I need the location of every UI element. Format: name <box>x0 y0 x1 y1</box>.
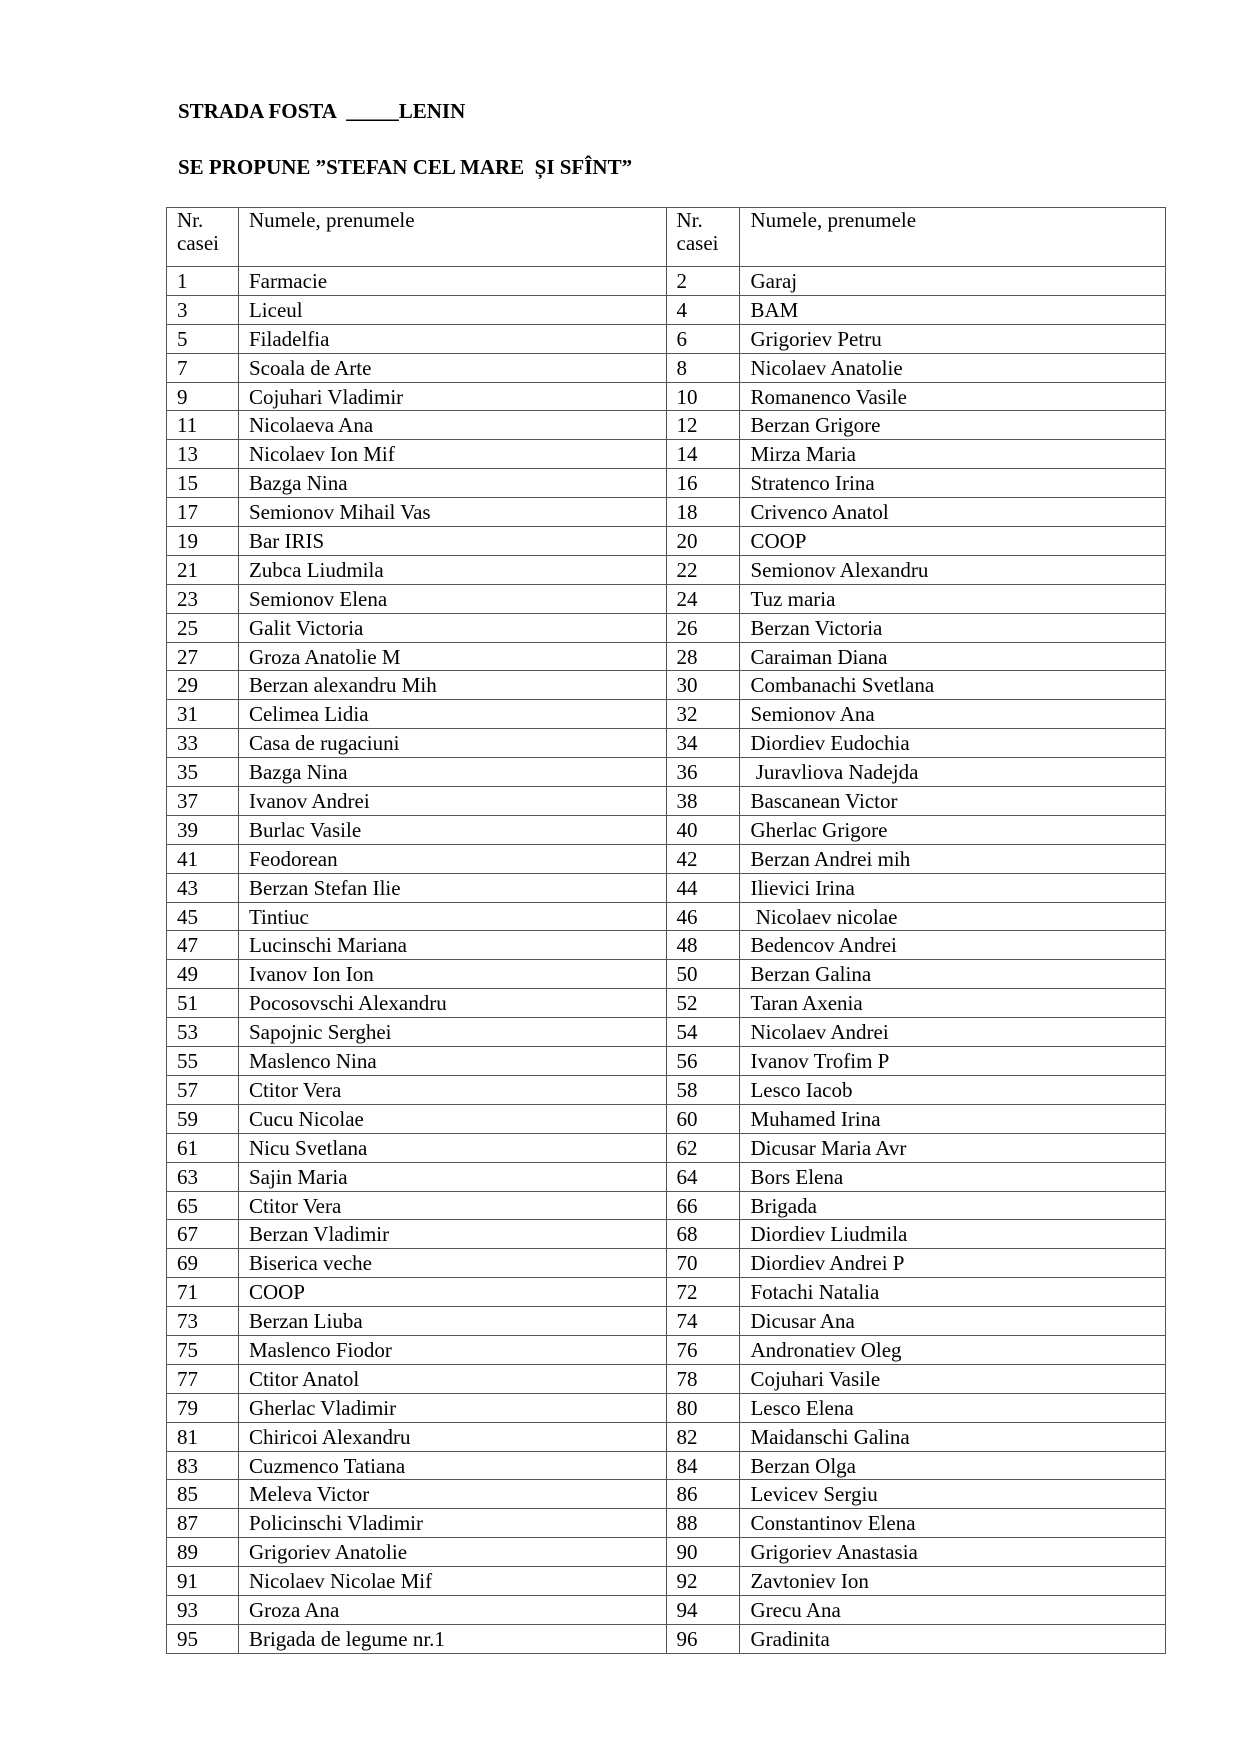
house-number-cell: 47 <box>167 931 239 960</box>
house-number-cell: 29 <box>167 671 239 700</box>
house-number-cell: 28 <box>666 642 740 671</box>
resident-name-cell: Berzan alexandru Mih <box>238 671 666 700</box>
resident-name-cell: Dicusar Ana <box>740 1307 1166 1336</box>
resident-name-cell: Brigada <box>740 1191 1166 1220</box>
resident-name-cell: Gherlac Vladimir <box>238 1393 666 1422</box>
table-row <box>167 1047 1166 1076</box>
resident-name-cell: Constantinov Elena <box>740 1509 1166 1538</box>
table-row <box>167 267 1166 296</box>
table-row <box>167 1104 1166 1133</box>
resident-name-cell: Cucu Nicolae <box>238 1104 666 1133</box>
resident-name-cell: Diordiev Andrei P <box>740 1249 1166 1278</box>
house-number-cell: 91 <box>167 1567 239 1596</box>
house-number-cell: 38 <box>666 787 740 816</box>
resident-name-cell: Bascanean Victor <box>740 787 1166 816</box>
resident-name-cell: Celimea Lidia <box>238 700 666 729</box>
street-old-name-heading: STRADA FOSTA _____LENIN <box>178 99 466 123</box>
resident-name-cell: Caraiman Diana <box>740 642 1166 671</box>
resident-name-cell: Berzan Olga <box>740 1451 1166 1480</box>
resident-name-cell: Nicolaev nicolae <box>740 902 1166 931</box>
resident-name-cell: Diordiev Liudmila <box>740 1220 1166 1249</box>
resident-name-cell: Zubca Liudmila <box>238 555 666 584</box>
resident-name-cell: Bors Elena <box>740 1162 1166 1191</box>
house-number-cell: 55 <box>167 1047 239 1076</box>
table-row <box>167 440 1166 469</box>
house-number-cell: 66 <box>666 1191 740 1220</box>
resident-name-cell: Fotachi Natalia <box>740 1278 1166 1307</box>
table-header-row <box>167 208 1166 267</box>
resident-name-cell: Liceul <box>238 295 666 324</box>
resident-name-cell: Gherlac Grigore <box>740 815 1166 844</box>
resident-name-cell: Nicu Svetlana <box>238 1133 666 1162</box>
house-number-cell: 92 <box>666 1567 740 1596</box>
house-number-cell: 31 <box>167 700 239 729</box>
resident-name-cell: Mirza Maria <box>740 440 1166 469</box>
house-number-cell: 21 <box>167 555 239 584</box>
house-number-cell: 77 <box>167 1364 239 1393</box>
house-number-cell: 9 <box>167 382 239 411</box>
house-number-cell: 88 <box>666 1509 740 1538</box>
table-row <box>167 758 1166 787</box>
resident-name-cell: Bedencov Andrei <box>740 931 1166 960</box>
house-number-cell: 16 <box>666 469 740 498</box>
resident-name-cell: Policinschi Vladimir <box>238 1509 666 1538</box>
resident-name-cell: Ilievici Irina <box>740 873 1166 902</box>
resident-name-cell: Berzan Grigore <box>740 411 1166 440</box>
house-number-cell: 67 <box>167 1220 239 1249</box>
house-number-cell: 2 <box>666 267 740 296</box>
table-row <box>167 1278 1166 1307</box>
resident-name-cell: Juravliova Nadejda <box>740 758 1166 787</box>
resident-name-cell: Groza Ana <box>238 1595 666 1624</box>
house-number-cell: 3 <box>167 295 239 324</box>
table-row <box>167 1307 1166 1336</box>
resident-name-cell: Biserica veche <box>238 1249 666 1278</box>
house-number-cell: 26 <box>666 613 740 642</box>
resident-name-cell: Nicolaev Anatolie <box>740 353 1166 382</box>
table-row <box>167 787 1166 816</box>
house-number-cell: 27 <box>167 642 239 671</box>
house-number-cell: 14 <box>666 440 740 469</box>
house-number-cell: 76 <box>666 1335 740 1364</box>
table-row <box>167 960 1166 989</box>
resident-name-cell: Cojuhari Vladimir <box>238 382 666 411</box>
house-number-cell: 37 <box>167 787 239 816</box>
house-number-cell: 36 <box>666 758 740 787</box>
table-row <box>167 1451 1166 1480</box>
resident-name-cell: Semionov Elena <box>238 584 666 613</box>
resident-name-cell: Filadelfia <box>238 324 666 353</box>
resident-name-cell: Nicolaev Ion Mif <box>238 440 666 469</box>
resident-name-cell: Berzan Galina <box>740 960 1166 989</box>
table-row <box>167 353 1166 382</box>
name-header: Numele, prenumele <box>238 208 666 267</box>
resident-name-cell: Gradinita <box>740 1624 1166 1653</box>
house-number-cell: 62 <box>666 1133 740 1162</box>
table-row <box>167 1018 1166 1047</box>
table-row <box>167 844 1166 873</box>
table-row <box>167 902 1166 931</box>
street-proposed-name-heading: SE PROPUNE ”STEFAN CEL MARE ȘI SFÎNT” <box>178 155 633 179</box>
house-number-cell: 22 <box>666 555 740 584</box>
resident-name-cell: Lesco Iacob <box>740 1075 1166 1104</box>
house-number-cell: 64 <box>666 1162 740 1191</box>
table-row <box>167 1364 1166 1393</box>
resident-name-cell: Maslenco Nina <box>238 1047 666 1076</box>
resident-name-cell: Taran Axenia <box>740 989 1166 1018</box>
resident-name-cell: Ivanov Ion Ion <box>238 960 666 989</box>
house-number-cell: 50 <box>666 960 740 989</box>
house-number-cell: 19 <box>167 527 239 556</box>
table-row <box>167 1624 1166 1653</box>
resident-name-cell: Galit Victoria <box>238 613 666 642</box>
table-row <box>167 584 1166 613</box>
resident-name-cell: Grecu Ana <box>740 1595 1166 1624</box>
house-number-header: Nr. casei <box>167 208 239 267</box>
resident-name-cell: Ctitor Vera <box>238 1075 666 1104</box>
house-number-cell: 10 <box>666 382 740 411</box>
house-number-cell: 49 <box>167 960 239 989</box>
house-number-cell: 40 <box>666 815 740 844</box>
house-number-cell: 32 <box>666 700 740 729</box>
resident-name-cell: Grigoriev Anastasia <box>740 1538 1166 1567</box>
resident-name-cell: Berzan Victoria <box>740 613 1166 642</box>
table-row <box>167 931 1166 960</box>
resident-name-cell: Grigoriev Anatolie <box>238 1538 666 1567</box>
house-number-cell: 41 <box>167 844 239 873</box>
resident-name-cell: Feodorean <box>238 844 666 873</box>
resident-name-cell: Berzan Liuba <box>238 1307 666 1336</box>
house-number-cell: 84 <box>666 1451 740 1480</box>
table-row <box>167 1422 1166 1451</box>
table-row <box>167 613 1166 642</box>
house-number-cell: 89 <box>167 1538 239 1567</box>
resident-name-cell: Chiricoi Alexandru <box>238 1422 666 1451</box>
resident-name-cell: Meleva Victor <box>238 1480 666 1509</box>
resident-name-cell: Tuz maria <box>740 584 1166 613</box>
house-number-cell: 25 <box>167 613 239 642</box>
resident-name-cell: Ctitor Anatol <box>238 1364 666 1393</box>
resident-name-cell: Groza Anatolie M <box>238 642 666 671</box>
resident-name-cell: Berzan Andrei mih <box>740 844 1166 873</box>
resident-name-cell: Cuzmenco Tatiana <box>238 1451 666 1480</box>
table-row <box>167 1075 1166 1104</box>
house-number-cell: 7 <box>167 353 239 382</box>
resident-name-cell: Brigada de legume nr.1 <box>238 1624 666 1653</box>
house-number-cell: 24 <box>666 584 740 613</box>
house-number-cell: 34 <box>666 729 740 758</box>
table-row <box>167 642 1166 671</box>
table-row <box>167 498 1166 527</box>
table-row <box>167 382 1166 411</box>
house-number-cell: 51 <box>167 989 239 1018</box>
table-row <box>167 989 1166 1018</box>
resident-name-cell: BAM <box>740 295 1166 324</box>
table-row <box>167 671 1166 700</box>
resident-name-cell: COOP <box>238 1278 666 1307</box>
resident-name-cell: Ctitor Vera <box>238 1191 666 1220</box>
resident-name-cell: Farmacie <box>238 267 666 296</box>
house-number-cell: 56 <box>666 1047 740 1076</box>
resident-name-cell: Dicusar Maria Avr <box>740 1133 1166 1162</box>
house-number-cell: 8 <box>666 353 740 382</box>
house-number-cell: 65 <box>167 1191 239 1220</box>
house-number-cell: 43 <box>167 873 239 902</box>
table-row <box>167 1191 1166 1220</box>
house-number-cell: 11 <box>167 411 239 440</box>
resident-name-cell: Cojuhari Vasile <box>740 1364 1166 1393</box>
resident-name-cell: Nicolaev Nicolae Mif <box>238 1567 666 1596</box>
table-row <box>167 1162 1166 1191</box>
house-number-cell: 39 <box>167 815 239 844</box>
house-number-cell: 86 <box>666 1480 740 1509</box>
house-number-cell: 12 <box>666 411 740 440</box>
house-number-cell: 69 <box>167 1249 239 1278</box>
resident-name-cell: Tintiuc <box>238 902 666 931</box>
table-row <box>167 1480 1166 1509</box>
resident-name-cell: Burlac Vasile <box>238 815 666 844</box>
table-row <box>167 1393 1166 1422</box>
house-number-cell: 63 <box>167 1162 239 1191</box>
house-number-cell: 83 <box>167 1451 239 1480</box>
house-number-cell: 1 <box>167 267 239 296</box>
resident-name-cell: Pocosovschi Alexandru <box>238 989 666 1018</box>
house-number-cell: 94 <box>666 1595 740 1624</box>
resident-name-cell: Ivanov Andrei <box>238 787 666 816</box>
house-number-cell: 33 <box>167 729 239 758</box>
table-row <box>167 1133 1166 1162</box>
table-row <box>167 729 1166 758</box>
house-number-cell: 4 <box>666 295 740 324</box>
house-number-cell: 30 <box>666 671 740 700</box>
house-number-cell: 15 <box>167 469 239 498</box>
house-number-cell: 81 <box>167 1422 239 1451</box>
resident-name-cell: Crivenco Anatol <box>740 498 1166 527</box>
house-number-cell: 82 <box>666 1422 740 1451</box>
table-row <box>167 1567 1166 1596</box>
house-number-cell: 52 <box>666 989 740 1018</box>
table-row <box>167 700 1166 729</box>
residents-table <box>166 207 1166 1654</box>
table-row <box>167 815 1166 844</box>
resident-name-cell: Levicev Sergiu <box>740 1480 1166 1509</box>
resident-name-cell: Diordiev Eudochia <box>740 729 1166 758</box>
table-row <box>167 1335 1166 1364</box>
house-number-cell: 85 <box>167 1480 239 1509</box>
resident-name-cell: Casa de rugaciuni <box>238 729 666 758</box>
resident-name-cell: Ivanov Trofim P <box>740 1047 1166 1076</box>
resident-name-cell: COOP <box>740 527 1166 556</box>
house-number-cell: 54 <box>666 1018 740 1047</box>
resident-name-cell: Berzan Stefan Ilie <box>238 873 666 902</box>
resident-name-cell: Bazga Nina <box>238 469 666 498</box>
table-row <box>167 1595 1166 1624</box>
resident-name-cell: Grigoriev Petru <box>740 324 1166 353</box>
table-row <box>167 1538 1166 1567</box>
resident-name-cell: Garaj <box>740 267 1166 296</box>
house-number-cell: 57 <box>167 1075 239 1104</box>
resident-name-cell: Maidanschi Galina <box>740 1422 1166 1451</box>
house-number-cell: 78 <box>666 1364 740 1393</box>
table-row <box>167 555 1166 584</box>
resident-name-cell: Bar IRIS <box>238 527 666 556</box>
house-number-cell: 35 <box>167 758 239 787</box>
house-number-cell: 13 <box>167 440 239 469</box>
house-number-cell: 20 <box>666 527 740 556</box>
house-number-cell: 45 <box>167 902 239 931</box>
house-number-cell: 42 <box>666 844 740 873</box>
resident-name-cell: Berzan Vladimir <box>238 1220 666 1249</box>
table-row <box>167 1220 1166 1249</box>
house-number-cell: 68 <box>666 1220 740 1249</box>
name-header: Numele, prenumele <box>740 208 1166 267</box>
house-number-cell: 6 <box>666 324 740 353</box>
resident-name-cell: Andronatiev Oleg <box>740 1335 1166 1364</box>
resident-name-cell: Nicolaeva Ana <box>238 411 666 440</box>
house-number-cell: 79 <box>167 1393 239 1422</box>
house-number-cell: 58 <box>666 1075 740 1104</box>
table-row <box>167 873 1166 902</box>
resident-name-cell: Zavtoniev Ion <box>740 1567 1166 1596</box>
house-number-cell: 48 <box>666 931 740 960</box>
resident-name-cell: Lesco Elena <box>740 1393 1166 1422</box>
resident-name-cell: Bazga Nina <box>238 758 666 787</box>
house-number-cell: 95 <box>167 1624 239 1653</box>
house-number-cell: 87 <box>167 1509 239 1538</box>
resident-name-cell: Combanachi Svetlana <box>740 671 1166 700</box>
table-row <box>167 411 1166 440</box>
table-row <box>167 1509 1166 1538</box>
resident-name-cell: Scoala de Arte <box>238 353 666 382</box>
resident-name-cell: Lucinschi Mariana <box>238 931 666 960</box>
resident-name-cell: Muhamed Irina <box>740 1104 1166 1133</box>
house-number-cell: 53 <box>167 1018 239 1047</box>
resident-name-cell: Sapojnic Serghei <box>238 1018 666 1047</box>
resident-name-cell: Semionov Alexandru <box>740 555 1166 584</box>
house-number-cell: 46 <box>666 902 740 931</box>
house-number-cell: 70 <box>666 1249 740 1278</box>
house-number-cell: 74 <box>666 1307 740 1336</box>
house-number-cell: 71 <box>167 1278 239 1307</box>
table-row <box>167 469 1166 498</box>
resident-name-cell: Romanenco Vasile <box>740 382 1166 411</box>
resident-name-cell: Semionov Mihail Vas <box>238 498 666 527</box>
resident-name-cell: Nicolaev Andrei <box>740 1018 1166 1047</box>
house-number-cell: 18 <box>666 498 740 527</box>
house-number-cell: 90 <box>666 1538 740 1567</box>
house-number-cell: 61 <box>167 1133 239 1162</box>
table-row <box>167 1249 1166 1278</box>
house-number-cell: 5 <box>167 324 239 353</box>
resident-name-cell: Sajin Maria <box>238 1162 666 1191</box>
house-number-cell: 60 <box>666 1104 740 1133</box>
house-number-cell: 96 <box>666 1624 740 1653</box>
house-number-cell: 23 <box>167 584 239 613</box>
house-number-cell: 75 <box>167 1335 239 1364</box>
resident-name-cell: Stratenco Irina <box>740 469 1166 498</box>
house-number-cell: 59 <box>167 1104 239 1133</box>
resident-name-cell: Maslenco Fiodor <box>238 1335 666 1364</box>
house-number-cell: 44 <box>666 873 740 902</box>
resident-name-cell: Semionov Ana <box>740 700 1166 729</box>
table-row <box>167 324 1166 353</box>
house-number-cell: 72 <box>666 1278 740 1307</box>
table-row <box>167 527 1166 556</box>
house-number-cell: 73 <box>167 1307 239 1336</box>
house-number-cell: 93 <box>167 1595 239 1624</box>
house-number-cell: 17 <box>167 498 239 527</box>
table-row <box>167 295 1166 324</box>
house-number-header: Nr. casei <box>666 208 740 267</box>
house-number-cell: 80 <box>666 1393 740 1422</box>
